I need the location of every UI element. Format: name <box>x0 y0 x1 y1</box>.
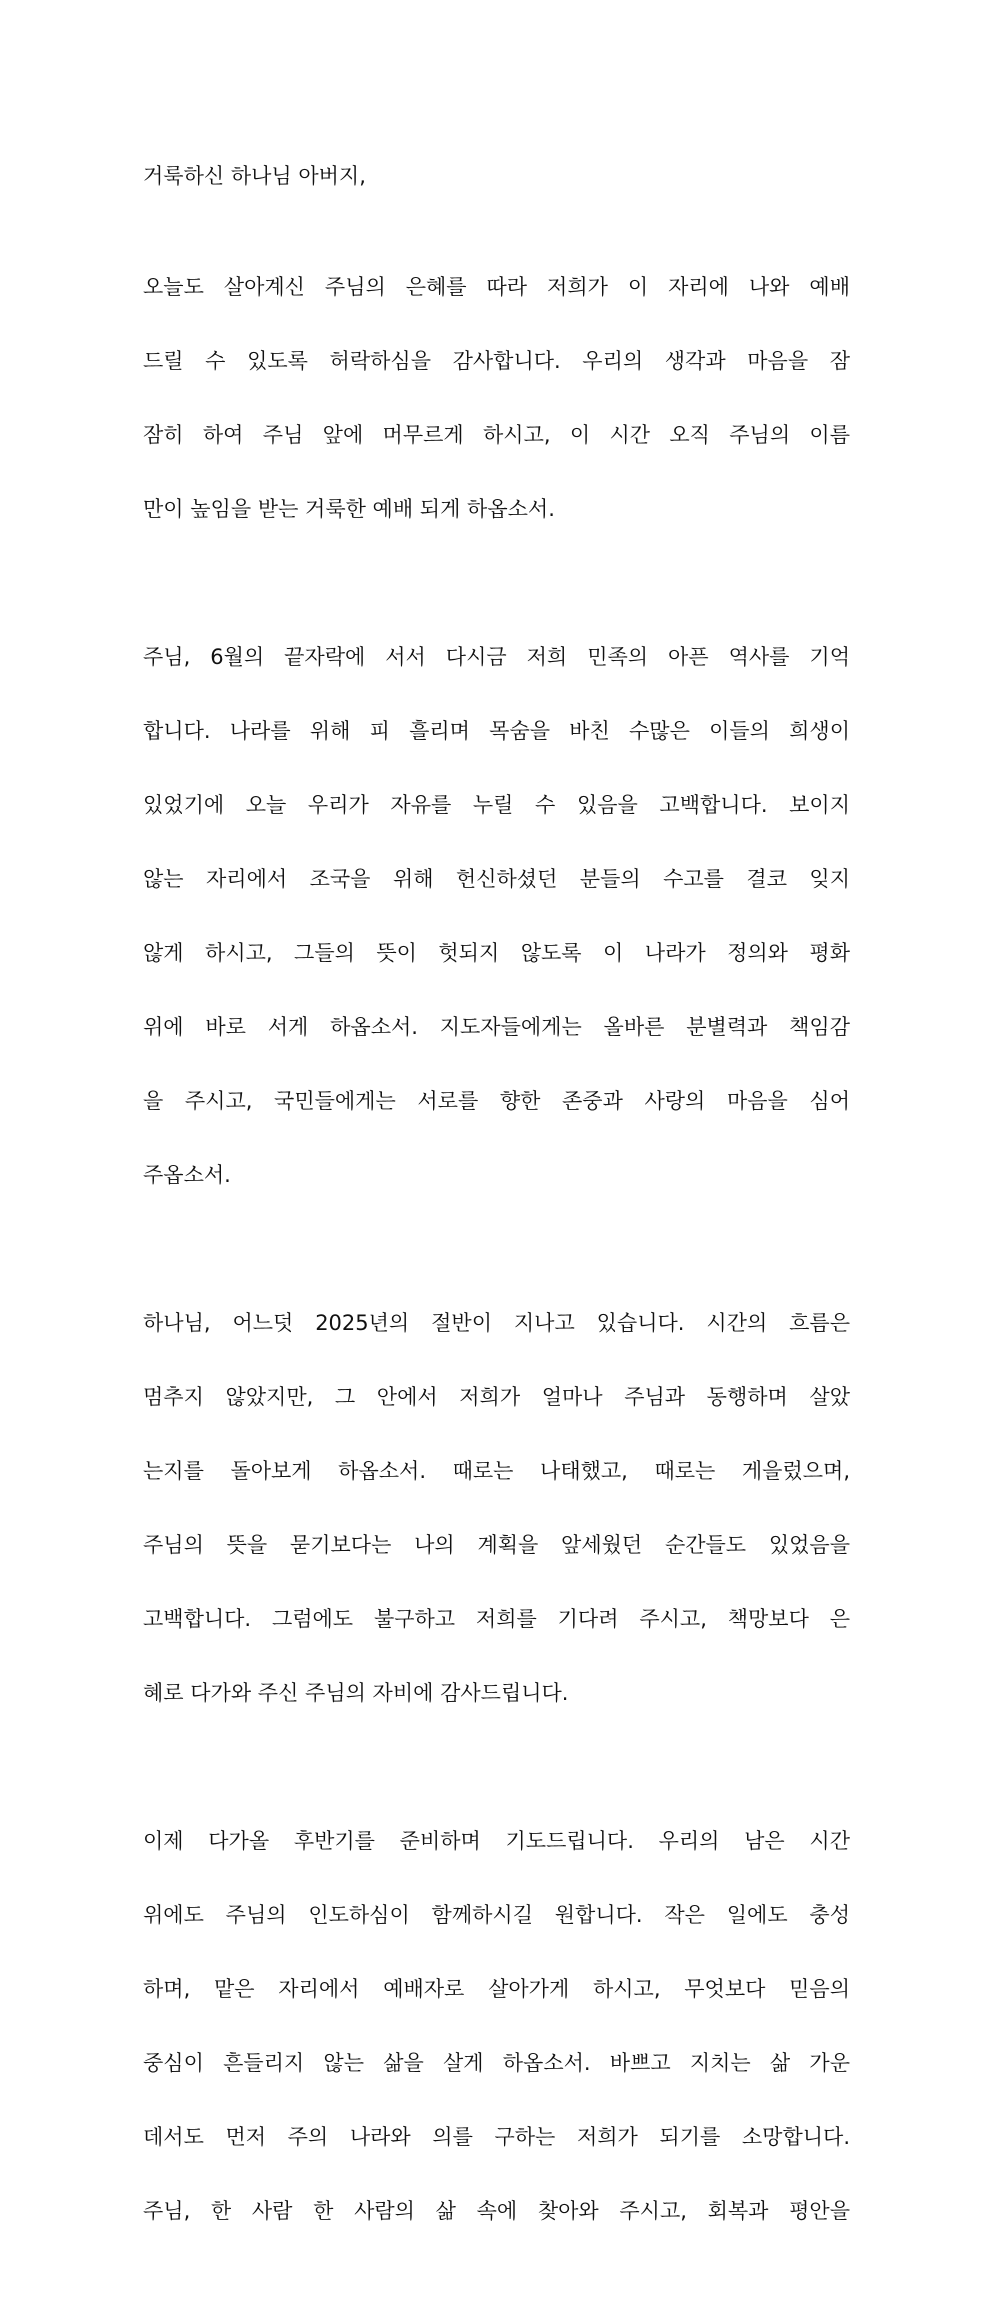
text-line: 않는 자리에서 조국을 위해 헌신하셨던 분들의 수고를 결코 잊지 <box>143 867 850 891</box>
text-line: 을 주시고, 국민들에게는 서로를 향한 존중과 사랑의 마음을 심어 <box>143 1089 850 1113</box>
text-line: 합니다. 나라를 위해 피 흘리며 목숨을 바친 수많은 이들의 희생이 <box>143 719 850 743</box>
text-line: 혜로 다가와 주신 주님의 자비에 감사드립니다. <box>143 1681 569 1705</box>
text-line: 하며, 맡은 자리에서 예배자로 살아가게 하시고, 무엇보다 믿음의 <box>143 1977 850 2001</box>
paragraph-4 <box>143 1786 850 2267</box>
paragraph-1 <box>143 232 850 565</box>
text-line: 주님, 6월의 끝자락에 서서 다시금 저희 민족의 아픈 역사를 기억 <box>143 645 850 669</box>
text-line: 있었기에 오늘 우리가 자유를 누릴 수 있음을 고백합니다. 보이지 <box>143 793 850 817</box>
text-line: 드릴 수 있도록 허락하심을 감사합니다. 우리의 생각과 마음을 잠 <box>143 349 850 373</box>
text-line: 고백합니다. 그럼에도 불구하고 저희를 기다려 주시고, 책망보다 은 <box>143 1607 850 1631</box>
text-line: 하나님, 어느덧 2025년의 절반이 지나고 있습니다. 시간의 흐름은 <box>143 1311 850 1335</box>
text-line: 주옵소서. <box>143 1163 231 1187</box>
text-line: 위에 바로 서게 하옵소서. 지도자들에게는 올바른 분별력과 책임감 <box>143 1015 850 1039</box>
text-line: 주님, 한 사람 한 사람의 삶 속에 찾아와 주시고, 회복과 평안을 <box>143 2199 850 2223</box>
paragraph-2 <box>143 602 850 1231</box>
text-line: 멈추지 않았지만, 그 안에서 저희가 얼마나 주님과 동행하며 살았 <box>143 1385 850 1409</box>
text-line: 중심이 흔들리지 않는 삶을 살게 하옵소서. 바쁘고 지치는 삶 가운 <box>143 2051 850 2075</box>
text-line: 위에도 주님의 인도하심이 함께하시길 원합니다. 작은 일에도 충성 <box>143 1903 850 1927</box>
prayer-text <box>143 158 850 2304</box>
text-line: 오늘도 살아계신 주님의 은혜를 따라 저희가 이 자리에 나와 예배 <box>143 275 850 299</box>
greeting-line: 거룩하신 하나님 아버지, <box>143 164 366 188</box>
text-line: 는지를 돌아보게 하옵소서. 때로는 나태했고, 때로는 게을렀으며, <box>143 1459 850 1483</box>
text-line: 주님의 뜻을 묻기보다는 나의 계획을 앞세웠던 순간들도 있었음을 <box>143 1533 850 1557</box>
text-line: 만이 높임을 받는 거룩한 예배 되게 하옵소서. <box>143 497 555 521</box>
paragraph-3 <box>143 1268 850 1749</box>
text-line: 않게 하시고, 그들의 뜻이 헛되지 않도록 이 나라가 정의와 평화 <box>143 941 850 965</box>
text-line: 이제 다가올 후반기를 준비하며 기도드립니다. 우리의 남은 시간 <box>143 1829 850 1853</box>
text-line: 데서도 먼저 주의 나라와 의를 구하는 저희가 되기를 소망합니다. <box>143 2125 850 2149</box>
text-line: 잠히 하여 주님 앞에 머무르게 하시고, 이 시간 오직 주님의 이름 <box>143 423 850 447</box>
